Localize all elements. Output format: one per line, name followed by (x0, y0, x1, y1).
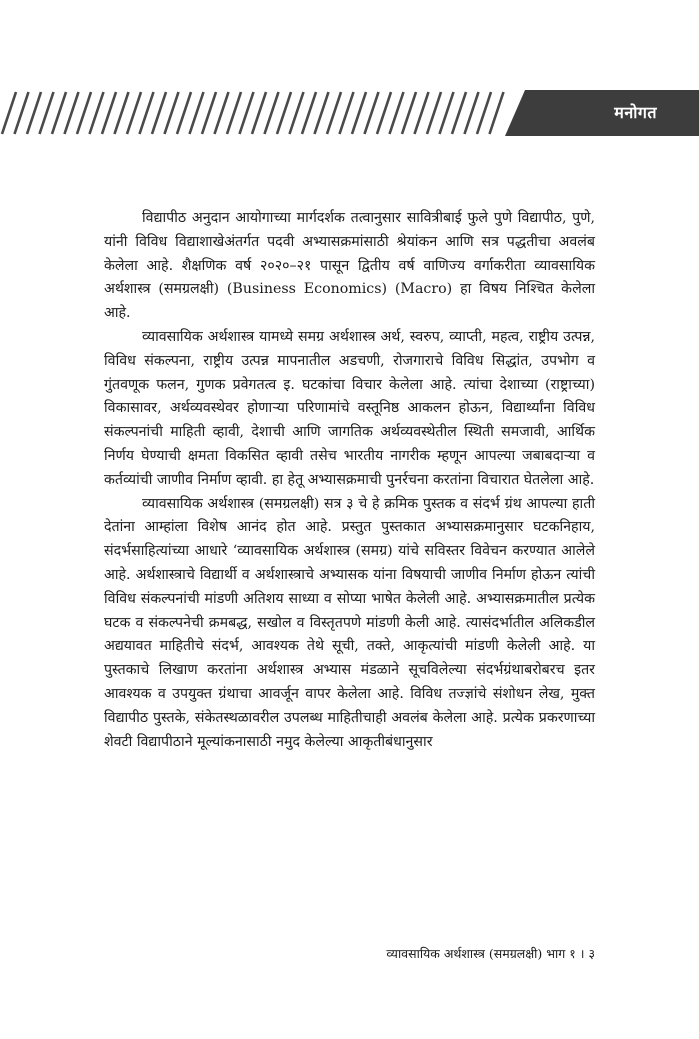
header-stripe (2, 92, 16, 134)
header-stripe (477, 92, 491, 134)
header-stripe (190, 92, 204, 134)
header-stripe (352, 92, 366, 134)
header-stripe (177, 92, 191, 134)
header-stripe (265, 92, 279, 134)
header-stripe (415, 92, 429, 134)
header-stripe (490, 92, 504, 134)
header-stripe (52, 92, 66, 134)
header-stripe (465, 92, 479, 134)
header-stripe (90, 92, 104, 134)
header-title-block (505, 90, 699, 136)
page-title: मनोगत (614, 103, 657, 122)
header-stripe (227, 92, 241, 134)
header-stripe (215, 92, 229, 134)
header-stripe (27, 92, 41, 134)
header-stripe (115, 92, 129, 134)
running-footer: व्यावसायिक अर्थशास्त्र (समग्रलक्षी) भाग १ । ३ (386, 946, 595, 961)
paragraph-1: विद्यापीठ अनुदान आयोगाच्या मार्गदर्शक तत्वानुसार सावित्रीबाई फुले पुणे विद्यापीठ, पुणे, यांनी विविध विद्याशाखेअंतर्गत पदवी अभ्यासक्रमांसाठी श्रेयांकन आणि सत्र पद्धतीचा अवलंब केलेला आहे. शैक्षणिक वर्ष २०२०–२१ पासून द्वितीय वर्ष वाणिज्य वर्गाकरीता व्यावसायिक अर्थशास्त्र (समग्रलक्षी) (Business Economics) (Macro) हा विषय निश्चित केलेला आहे. (104, 210, 595, 322)
body-text (104, 207, 595, 754)
paragraph-2: व्यावसायिक अर्थशास्त्र यामध्ये समग्र अर्थशास्त्र अर्थ, स्वरुप, व्याप्ती, महत्व, राष्ट्रीय उत्पन्न, विविध संकल्पना, राष्ट्रीय उत्पन्न मापनातील अडचणी, रोजगाराचे विविध सिद्धांत, उपभोग व गुंतवणूक फलन, गुणक प्रवेगतत्व इ. घटकांचा विचार केलेला आहे. त्यांचा देशाच्या (राष्ट्राच्या) विकासावर, अर्थव्यवस्थेवर होणाऱ्या परिणामांचे वस्तूनिष्ठ आकलन होऊन, विद्यार्थ्यांना विविध संकल्पनांची माहिती व्हावी, देशाची आणि जागतिक अर्थव्यवस्थेतील स्थिती समजावी, आर्थिक निर्णय घेण्याची क्षमता विकसित व्हावी तसेच भारतीय नागरीक म्हणून आपल्या जबाबदाऱ्या व कर्तव्यांची जाणीव निर्माण व्हावी. हा हेतू अभ्यासक्रमाची पुनर्रचना करतांना विचारात घेतलेला आहे. (104, 328, 595, 488)
header-band (0, 90, 699, 136)
header-stripe (440, 92, 454, 134)
header-stripe (15, 92, 29, 134)
header-stripe (240, 92, 254, 134)
header-stripe (377, 92, 391, 134)
header-stripe (165, 92, 179, 134)
header-stripe (365, 92, 379, 134)
header-stripe (427, 92, 441, 134)
header-stripe (277, 92, 291, 134)
header-stripe (290, 92, 304, 134)
header-stripe (327, 92, 341, 134)
header-stripe (102, 92, 116, 134)
header-stripe (202, 92, 216, 134)
header-stripe (40, 92, 54, 134)
header-stripe (390, 92, 404, 134)
header-stripe (127, 92, 141, 134)
header-stripe (302, 92, 316, 134)
header-stripe (340, 92, 354, 134)
header-stripe (152, 92, 166, 134)
header-stripes (0, 90, 699, 136)
paragraph-3: व्यावसायिक अर्थशास्त्र (समग्रलक्षी) सत्र ३ चे हे क्रमिक पुस्तक व संदर्भ ग्रंथ आपल्या हाती देतांना आम्हांला विशेष आनंद होत आहे. प्रस्तुत पुस्तकात अभ्यासक्रमानुसार घटकनिहाय, संदर्भसाहित्यांच्या आधारे ‘व्यावसायिक अर्थशास्त्र (समग्र) यांचे सविस्तर विवेचन करण्यात आलेले आहे. अर्थशास्त्राचे विद्यार्थी व अर्थशास्त्राचे अभ्यासक यांना विषयाची जाणीव निर्माण होऊन त्यांची विविध संकल्पनांची मांडणी अतिशय साध्या व सोप्या भाषेत केलेली आहे. अभ्यासक्रमातील प्रत्येक घटक व संकल्पनेची क्रमबद्ध, सखोल व विस्तृतपणे मांडणी केली आहे. त्यासंदर्भातील अलिकडील अद्ययावत माहितीचे संदर्भ, आवश्यक तेथे सूची, तक्ते, आकृत्यांची मांडणी केलेली आहे. या पुस्तकाचे लिखाण करतांना अर्थशास्त्र अभ्यास मंडळाने सूचविलेल्या संदर्भग्रंथाबरोबरच इतर आवश्यक व उपयुक्त ग्रंथाचा आवर्जून वापर केलेला आहे. विविध तज्ज्ञांचे संशोधन लेख, मुक्त विद्यापीठ पुस्तके, संकेतस्थळावरील उपलब्ध माहितीचाही अवलंब केलेला आहे. प्रत्येक प्रकरणाच्या शेवटी विद्यापीठाने मूल्यांकनासाठी नमुद केलेल्या आकृतीबंधानुसार (104, 495, 595, 750)
header-stripe (77, 92, 91, 134)
header-stripe (402, 92, 416, 134)
header-stripe (65, 92, 79, 134)
header-stripe (252, 92, 266, 134)
header-stripe (140, 92, 154, 134)
header-stripe (315, 92, 329, 134)
header-stripe (452, 92, 466, 134)
